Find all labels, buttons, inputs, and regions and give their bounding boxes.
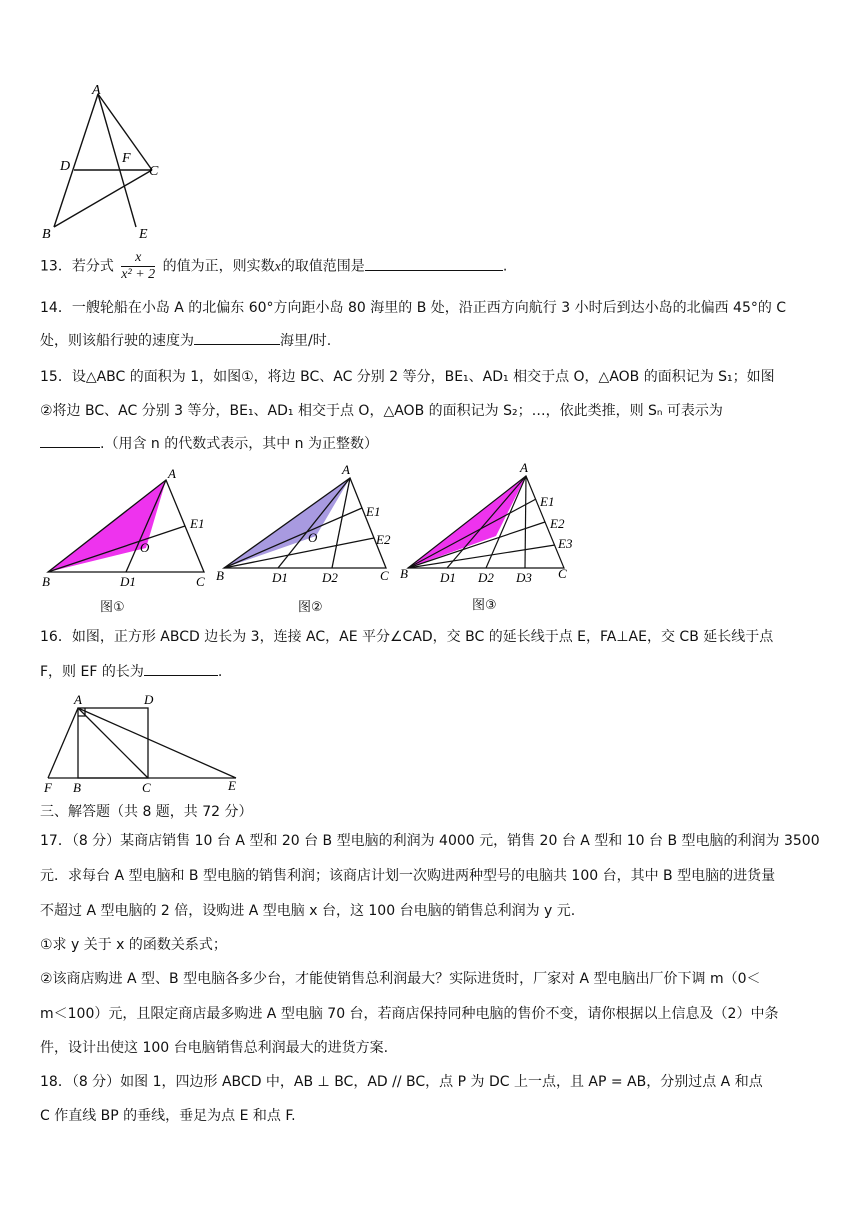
label-E2: E2	[550, 516, 565, 531]
label-E2: E2	[376, 532, 391, 547]
answer-blank[interactable]	[194, 330, 280, 345]
section-title: 三、解答题（共 8 题，共 72 分）	[40, 804, 253, 820]
label-A: A	[520, 460, 528, 475]
label-D: D	[144, 692, 154, 707]
question-18-line2: C 作直线 BP 的垂线，垂足为点 E 和点 F.	[40, 1108, 296, 1124]
label-A: A	[168, 466, 176, 481]
label-A: A	[92, 83, 101, 98]
q13-middle: 的值为正，则实数	[162, 258, 275, 275]
label-E1: E1	[366, 504, 381, 519]
q13-var: x	[274, 259, 281, 275]
figure-15-2	[212, 460, 408, 616]
q14-suffix: 海里/时.	[280, 333, 332, 349]
label-F: F	[44, 780, 52, 795]
label-B: B	[42, 227, 51, 242]
label-O: O	[308, 530, 318, 545]
question-15-line2: ②将边 BC、AC 分别 3 等分，BE₁、AD₁ 相交于点 O，△AOB 的面积记为 S₂；…，依此类推，则 Sₙ 可表示为	[40, 403, 723, 419]
label-C: C	[142, 780, 151, 795]
question-17-line7: 件，设计出使这 100 台电脑销售总利润最大的进货方案.	[40, 1040, 389, 1056]
question-17-line1: 17．（8 分）某商店销售 10 台 A 型和 20 台 B 型电脑的利润为 4000 元，销售 20 台 A 型和 10 台 B 型电脑的利润为 3500	[40, 833, 820, 849]
question-17-line3: 不超过 A 型电脑的 2 倍，设购进 A 型电脑 x 台，这 100 台电脑的销售总利润为 y 元.	[40, 903, 576, 919]
q13-suffix: 的取值范围是	[280, 258, 365, 275]
question-18-line1: 18．（8 分）如图 1，四边形 ABCD 中，AB ⊥ BC，AD // BC，点 P 为 DC 上一点，且 AP = AB，分别过点 A 和点	[40, 1074, 763, 1090]
figure-triangle-top	[36, 82, 166, 242]
label-A: A	[74, 692, 82, 707]
caption-fig2: 图②	[298, 600, 323, 615]
label-D: D	[60, 159, 71, 174]
label-C: C	[558, 566, 567, 581]
label-D3: D3	[516, 570, 532, 585]
label-E1: E1	[190, 516, 205, 531]
label-D2: D2	[322, 570, 338, 585]
q13-prefix: 13．若分式	[40, 258, 114, 275]
question-13	[40, 250, 507, 283]
q16-suffix: .	[217, 664, 223, 680]
q16-prefix: F，则 EF 的长为	[40, 664, 144, 680]
answer-blank[interactable]	[365, 256, 503, 271]
question-15-line3	[40, 433, 378, 453]
label-D1: D1	[272, 570, 288, 585]
label-B: B	[73, 780, 81, 795]
label-D1: D1	[440, 570, 456, 585]
question-17-line2: 元．求每台 A 型电脑和 B 型电脑的销售利润；该商店计划一次购进两种型号的电脑共 100 台，其中 B 型电脑的进货量	[40, 868, 776, 884]
caption-fig1: 图①	[100, 600, 125, 615]
question-16-line1: 16．如图，正方形 ABCD 边长为 3，连接 AC，AE 平分∠CAD，交 BC 的延长线于点 E，FA⊥AE，交 CB 延长线于点	[40, 629, 774, 645]
label-A: A	[342, 462, 350, 477]
label-D1: D1	[120, 574, 136, 589]
label-C: C	[380, 568, 389, 583]
fraction	[121, 250, 155, 283]
label-B: B	[42, 574, 50, 589]
figure-16-square	[40, 692, 250, 796]
question-14-line1: 14．一艘轮船在小岛 A 的北偏东 60°方向距小岛 80 海里的 B 处，沿正西方向航行 3 小时后到达小岛的北偏西 45°的 C	[40, 300, 787, 316]
question-16-line2	[40, 661, 222, 681]
figure-15-3	[398, 456, 588, 612]
fraction-numerator: x	[121, 250, 155, 267]
label-D2: D2	[478, 570, 494, 585]
question-17-line4: ①求 y 关于 x 的函数关系式；	[40, 937, 227, 953]
fraction-denominator: x² + 2	[121, 267, 156, 282]
label-C: C	[149, 164, 159, 179]
figure-15-1	[38, 462, 218, 618]
question-15-line1: 15．设△ABC 的面积为 1，如图①，将边 BC、AC 分别 2 等分，BE₁、AD₁ 相交于点 O，△AOB 的面积记为 S₁；如图	[40, 369, 775, 385]
label-B: B	[216, 568, 224, 583]
label-E: E	[139, 227, 148, 242]
label-F: F	[122, 151, 131, 166]
answer-blank[interactable]	[40, 433, 100, 448]
caption-fig3: 图③	[472, 598, 497, 613]
answer-blank[interactable]	[144, 661, 218, 676]
question-17-line6: m＜100）元，且限定商店最多购进 A 型电脑 70 台，若商店保持同种电脑的售价不变，请你根据以上信息及（2）中条	[40, 1006, 779, 1022]
q13-end: .	[502, 258, 508, 275]
label-E: E	[228, 778, 236, 793]
question-17-line5: ②该商店购进 A 型、B 型电脑各多少台，才能使销售总利润最大？实际进货时，厂家对 A 型电脑出厂价下调 m（0＜	[40, 971, 761, 987]
question-14-line2	[40, 330, 331, 350]
q15-line3-text: .（用含 n 的代数式表示，其中 n 为正整数）	[100, 436, 378, 452]
q14-prefix: 处，则该船行驶的速度为	[40, 333, 194, 349]
label-B: B	[400, 566, 408, 581]
label-C: C	[196, 574, 205, 589]
label-O: O	[140, 540, 150, 555]
label-E3: E3	[558, 536, 573, 551]
label-E1: E1	[540, 494, 555, 509]
